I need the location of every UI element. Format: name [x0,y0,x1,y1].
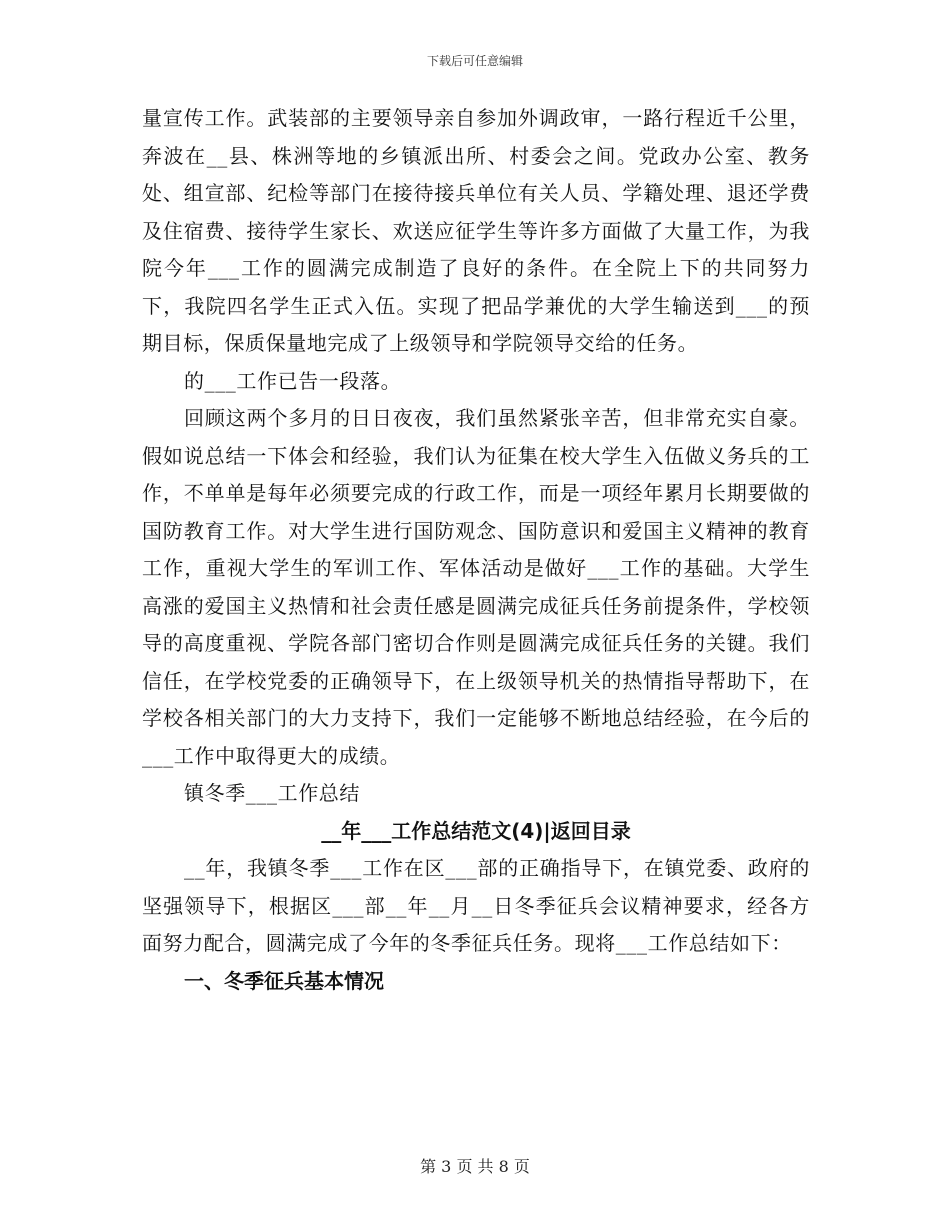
document-body [142,100,810,1000]
page-header-note: 下载后可任意编辑 [426,54,523,68]
page-number: 第 3 页 共 8 页 [420,1157,530,1176]
paragraph-intro: __年，我镇冬季___工作在区___部的正确指导下，在镇党委、政府的坚强领导下，根据区___部__年__月__日冬季征兵会议精神要求，经各方面努力配合，圆满完成了今年的冬季征兵任务。现将___工作总结如下： [142,856,810,955]
section-heading: 一、冬季征兵基本情况 [184,968,384,993]
section-title: __年___工作总结范文(4)|返回目录 [321,818,631,843]
paragraph-short: 的___工作已告一段落。 [184,368,402,393]
paragraph-continuation: 量宣传工作。武装部的主要领导亲自参加外调政审，一路行程近千公里，奔波在__县、株洲等地的乡镇派出所、村委会之间。党政办公室、教务处、组宣部、纪检等部门在接待接兵单位有关人员、学籍处理、退还学费及住宿费、接待学生家长、欢送应征学生等许多方面做了大量工作，为我院今年___工作的圆满完成制造了良好的条件。在全院上下的共同努力下，我院四名学生正式入伍。实现了把品学兼优的大学生输送到___的预期目标，保质保量地完成了上级领导和学院领导交给的任务。 [142,106,810,355]
paragraph-review: 回顾这两个多月的日日夜夜，我们虽然紧张辛苦，但非常充实自豪。假如说总结一下体会和经验，我们认为征集在校大学生入伍做义务兵的工作，不单单是每年必须要完成的行政工作，而是一项经年累月长期要做的国防教育工作。对大学生进行国防观念、国防意识和爱国主义精神的教育工作，重视大学生的军训工作、军体活动是做好___工作的基础。大学生高涨的爱国主义热情和社会责任感是圆满完成征兵任务前提条件，学校领导的高度重视、学院各部门密切合作则是圆满完成征兵任务的关键。我们信任，在学校党委的正确领导下，在上级领导机关的热情指导帮助下，在学校各相关部门的大力支持下，我们一定能够不断地总结经验，在今后的___工作中取得更大的成绩。 [142,406,810,768]
paragraph-title-line: 镇冬季___工作总结 [184,781,360,805]
